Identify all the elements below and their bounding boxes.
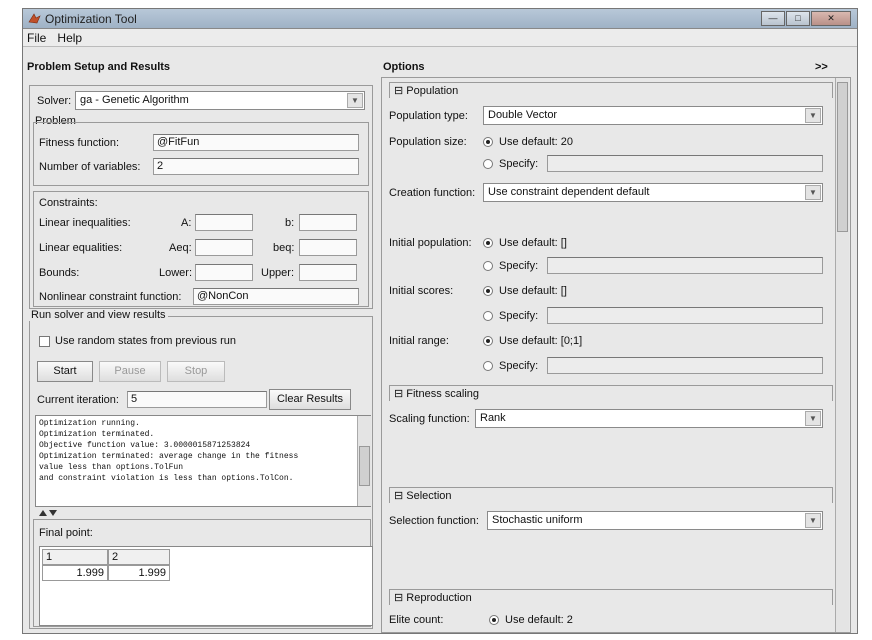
options-scrollbar-thumb[interactable] [837, 82, 848, 232]
final-point-label: Final point: [39, 527, 93, 539]
log-line: Objective function value: 3.0000015871253824 [39, 441, 251, 450]
log-scrollbar[interactable] [357, 416, 371, 506]
clear-results-button[interactable]: Clear Results [269, 389, 351, 410]
log-line: Optimization terminated. [39, 430, 155, 439]
minimize-button[interactable]: — [761, 11, 785, 26]
population-size-specify-label: Specify: [499, 158, 539, 170]
bounds-label: Bounds: [39, 267, 80, 279]
initial-range-input[interactable] [547, 357, 823, 374]
initial-population-input[interactable] [547, 257, 823, 274]
matlab-icon [28, 12, 41, 25]
b-label: b: [285, 217, 295, 229]
final-point-cell[interactable]: 1.999 [108, 565, 170, 581]
solver-value: ga - Genetic Algorithm [80, 94, 189, 106]
selection-function-value: Stochastic uniform [492, 514, 583, 526]
initial-scores-specify-label: Specify: [499, 310, 539, 322]
scaling-function-label: Scaling function: [389, 413, 470, 425]
population-type-value: Double Vector [488, 109, 558, 121]
initial-population-default-label: Use default: [] [499, 237, 567, 249]
problem-legend: Problem [35, 115, 76, 127]
initial-scores-default-radio[interactable] [483, 286, 493, 296]
options-header: Options [383, 61, 425, 73]
close-button[interactable]: ✕ [811, 11, 851, 26]
final-point-cell[interactable]: 1.999 [42, 565, 108, 581]
start-button[interactable]: Start [37, 361, 93, 382]
stop-button[interactable]: Stop [167, 361, 225, 382]
chevron-down-icon: ▼ [805, 108, 821, 123]
chevron-down-icon: ▼ [347, 93, 363, 108]
a-label: A: [181, 217, 192, 229]
population-size-specify-radio[interactable] [483, 159, 493, 169]
solver-label: Solver: [37, 95, 72, 107]
upper-bound-input[interactable] [299, 264, 357, 281]
optimization-tool-window [22, 8, 858, 634]
population-size-input[interactable] [547, 155, 823, 172]
initial-scores-specify-radio[interactable] [483, 311, 493, 321]
a-input[interactable] [195, 214, 253, 231]
log-scrollbar-thumb[interactable] [359, 446, 370, 486]
expand-options-button[interactable]: >> [815, 61, 828, 73]
current-iteration-label: Current iteration: [37, 394, 119, 406]
log-line: Optimization running. [39, 419, 140, 428]
log-line: value less than options.TolFun [39, 463, 184, 472]
fitness-function-input[interactable]: @FitFun [153, 134, 359, 151]
fitness-function-label: Fitness function: [39, 137, 120, 149]
population-type-label: Population type: [389, 110, 468, 122]
column-header[interactable]: 1 [42, 549, 108, 565]
elite-count-label: Elite count: [389, 614, 444, 626]
initial-scores-default-label: Use default: [] [499, 285, 567, 297]
current-iteration-value: 5 [127, 391, 267, 408]
splitter-arrows-icon[interactable] [37, 509, 59, 517]
menu-bar [23, 29, 857, 47]
chevron-down-icon: ▼ [805, 185, 821, 200]
window-title: Optimization Tool [45, 12, 137, 26]
initial-range-specify-radio[interactable] [483, 361, 493, 371]
initial-population-default-radio[interactable] [483, 238, 493, 248]
menu-help[interactable]: Help [57, 31, 83, 45]
aeq-label: Aeq: [169, 242, 192, 254]
nonlinear-constraint-label: Nonlinear constraint function: [39, 291, 182, 303]
run-solver-legend: Run solver and view results [31, 309, 166, 321]
linear-equalities-label: Linear equalities: [39, 242, 123, 254]
population-section-header[interactable]: ⊟ Population [389, 82, 833, 98]
creation-function-value: Use constraint dependent default [488, 186, 650, 198]
results-log[interactable] [35, 415, 371, 507]
nonlinear-constraint-input[interactable]: @NonCon [193, 288, 359, 305]
scaling-function-select[interactable] [475, 409, 823, 428]
fitness-scaling-section-header[interactable]: ⊟ Fitness scaling [389, 385, 833, 401]
elite-count-default-label: Use default: 2 [505, 614, 573, 626]
reproduction-section-header[interactable]: ⊟ Reproduction [389, 589, 833, 605]
creation-function-label: Creation function: [389, 187, 476, 199]
selection-function-select[interactable] [487, 511, 823, 530]
initial-population-specify-radio[interactable] [483, 261, 493, 271]
maximize-button[interactable]: □ [786, 11, 810, 26]
scaling-function-value: Rank [480, 412, 506, 424]
chevron-down-icon: ▼ [805, 513, 821, 528]
column-header[interactable]: 2 [108, 549, 170, 565]
problem-group [33, 122, 369, 186]
aeq-input[interactable] [195, 239, 253, 256]
initial-range-default-radio[interactable] [483, 336, 493, 346]
lower-label: Lower: [159, 267, 193, 279]
log-line: Optimization terminated: average change in the fitness [39, 452, 299, 461]
initial-scores-input[interactable] [547, 307, 823, 324]
beq-input[interactable] [299, 239, 357, 256]
population-type-select[interactable] [483, 106, 823, 125]
creation-function-select[interactable] [483, 183, 823, 202]
population-size-label: Population size: [389, 136, 467, 148]
initial-scores-label: Initial scores: [389, 285, 454, 297]
beq-label: beq: [273, 242, 295, 254]
linear-inequalities-label: Linear inequalities: [39, 217, 131, 229]
initial-range-specify-label: Specify: [499, 360, 539, 372]
lower-bound-input[interactable] [195, 264, 253, 281]
population-size-default-radio[interactable] [483, 137, 493, 147]
selection-section-header[interactable]: ⊟ Selection [389, 487, 833, 503]
initial-population-label: Initial population: [389, 237, 472, 249]
b-input[interactable] [299, 214, 357, 231]
random-states-label: Use random states from previous run [55, 335, 236, 347]
problem-setup-header: Problem Setup and Results [27, 61, 171, 73]
selection-function-label: Selection function: [389, 515, 479, 527]
number-of-variables-label: Number of variables: [39, 161, 141, 173]
title-bar [23, 9, 857, 29]
solver-select[interactable] [75, 91, 365, 110]
initial-range-default-label: Use default: [0;1] [499, 335, 583, 347]
log-line: and constraint violation is less than options.TolCon. [39, 474, 294, 483]
number-of-variables-input[interactable]: 2 [153, 158, 359, 175]
menu-file[interactable]: File [27, 31, 47, 45]
elite-count-default-radio[interactable] [489, 615, 499, 625]
random-states-checkbox[interactable] [39, 336, 50, 347]
final-point-table[interactable] [39, 546, 373, 626]
options-scrollbar[interactable] [835, 78, 849, 632]
pause-button[interactable]: Pause [99, 361, 161, 382]
initial-population-specify-label: Specify: [499, 260, 539, 272]
upper-label: Upper: [261, 267, 295, 279]
constraints-label: Constraints: [39, 197, 98, 209]
initial-range-label: Initial range: [389, 335, 449, 347]
chevron-down-icon: ▼ [805, 411, 821, 426]
population-size-default-label: Use default: 20 [499, 136, 573, 148]
